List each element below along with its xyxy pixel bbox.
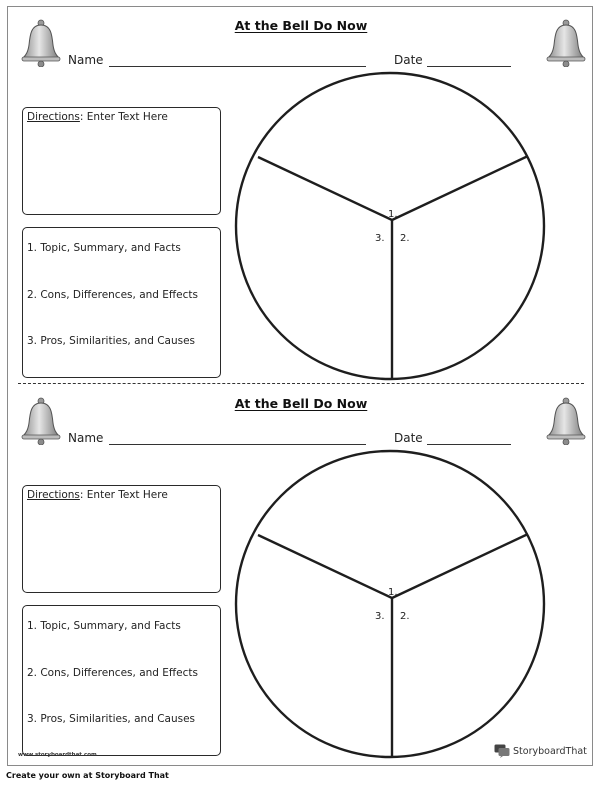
directions-box[interactable]	[22, 485, 221, 593]
brand-name: StoryboardThat	[513, 745, 587, 757]
date-field[interactable]	[427, 66, 511, 67]
legend-item: 2. Cons, Differences, and Effects	[27, 289, 198, 301]
watermark-url: www.storyboardthat.com	[18, 752, 97, 758]
pie-diagram[interactable]	[234, 449, 546, 760]
date-label: Date	[394, 431, 423, 445]
cut-line-divider	[18, 383, 584, 384]
date-field[interactable]	[427, 444, 511, 445]
pie-label-1: 1.	[388, 209, 398, 220]
speech-bubble-icon	[494, 744, 510, 758]
worksheet-bottom	[8, 385, 594, 760]
footer-cta[interactable]: Create your own at Storyboard That	[6, 771, 169, 780]
legend-item: 3. Pros, Similarities, and Causes	[27, 335, 196, 347]
legend-box	[22, 227, 221, 378]
directions-text: : Enter Text Here	[79, 489, 168, 501]
pie-diagram[interactable]	[234, 71, 546, 382]
legend-box	[22, 605, 221, 756]
pie-label-2: 2.	[400, 611, 410, 622]
pie-label-3: 3.	[375, 233, 385, 244]
name-label: Name	[68, 431, 104, 445]
worksheet-title: At the Bell Do Now	[234, 18, 368, 33]
directions-text: : Enter Text Here	[79, 111, 168, 123]
pie-outline	[236, 451, 544, 757]
worksheet-title: At the Bell Do Now	[234, 396, 368, 411]
directions-label: Directions	[27, 111, 80, 123]
name-field[interactable]	[109, 444, 366, 445]
legend-item: 3. Pros, Similarities, and Causes	[27, 713, 196, 725]
worksheet-top	[8, 7, 594, 382]
pie-outline	[236, 73, 544, 379]
pie-label-3: 3.	[375, 611, 385, 622]
legend-item: 2. Cons, Differences, and Effects	[27, 667, 198, 679]
pie-label-2: 2.	[400, 233, 410, 244]
name-label: Name	[68, 53, 104, 67]
pie-label-1: 1.	[388, 587, 398, 598]
legend-item: 1. Topic, Summary, and Facts	[27, 242, 181, 254]
name-field[interactable]	[109, 66, 366, 67]
worksheet-page	[7, 6, 593, 766]
legend-item: 1. Topic, Summary, and Facts	[27, 620, 181, 632]
brand-logo[interactable]	[494, 743, 587, 759]
directions-label: Directions	[27, 489, 80, 501]
directions-box[interactable]	[22, 107, 221, 215]
date-label: Date	[394, 53, 423, 67]
